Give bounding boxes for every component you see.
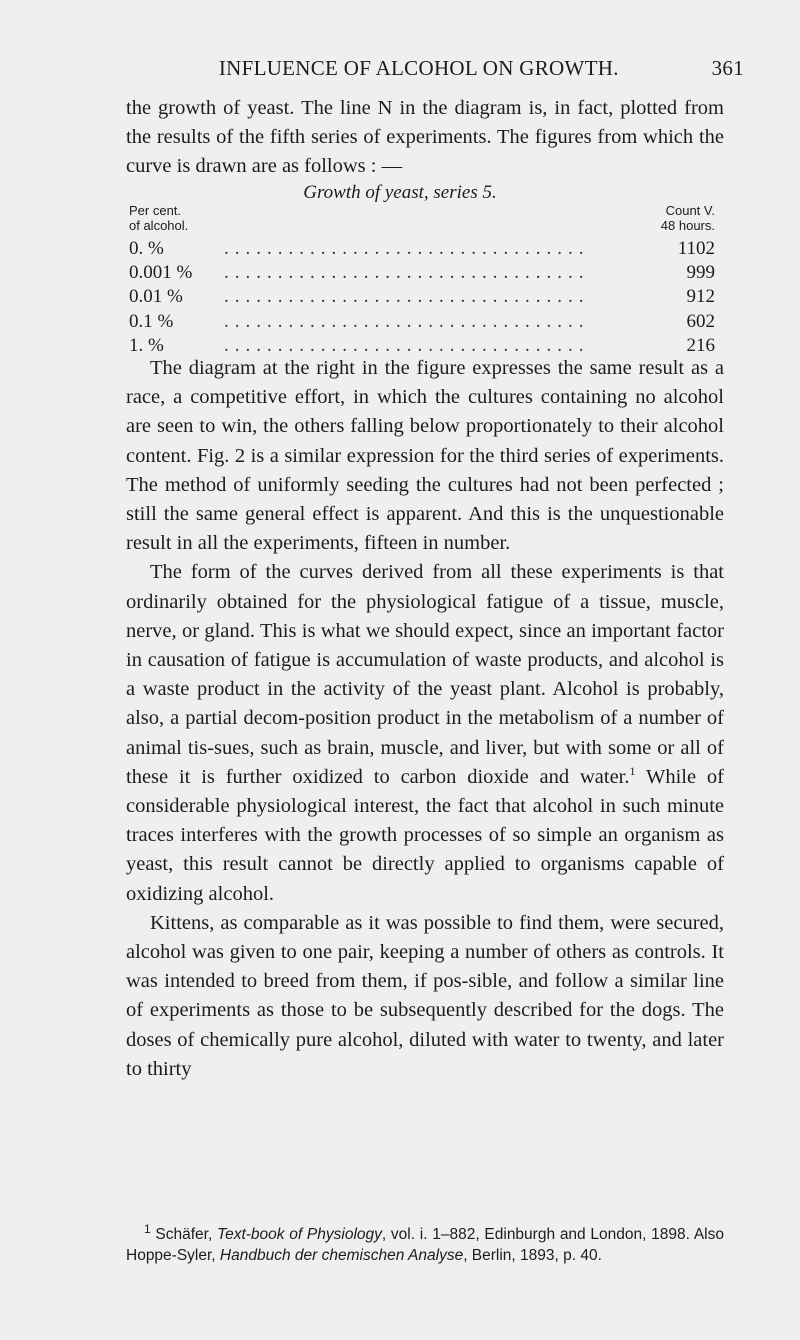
paragraph-fatigue: The form of the curves derived from all these experiments is that ordinarily obtained for the physiological fatigue of a tissue, muscle, nerve, or gland. This is what we should expect, since an important factor in causation of fatigue is accumulation of waste products, and alcohol is a waste product in the activity of the yeast plant. Alcohol is probably, also, a partial decom-position product in the metabolism of a number of animal tis-sues, such as brain, muscle, and liver, but with some or all of these it is further oxidized to carbon dioxide and water.$^1$ While of considerable physiological interest, the fact that alcohol in such minute traces interferes with the growth processes of so simple an organism as yeast, this result cannot be directly applied to organisms capable of oxidizing alcohol. bbox=[126, 561, 724, 905]
footnote: $^1$ Schäfer, Text-book of Physiology, vol. i. 1–882, Edinburgh and London, 1898. Also Hoppe-Syler, Handbuch der chemischen Analyse, Berlin, 1893, p. 40. bbox=[126, 1221, 724, 1264]
yeast-growth-table bbox=[129, 238, 715, 359]
page-number: 361 bbox=[711, 56, 744, 80]
work-title: Text-book of Physiology bbox=[217, 1226, 382, 1243]
footnote-mark: 1 bbox=[144, 1221, 151, 1236]
intro-text bbox=[126, 94, 724, 182]
footnote-reference: 1 bbox=[629, 764, 636, 779]
count-cell: 602 bbox=[686, 310, 715, 332]
percent-cell: 0.01 % bbox=[129, 286, 183, 308]
intro-paragraph: the growth of yeast. The line N in the diagram is, in fact, plotted from the results of the fifth series of experiments. The figures from which the curve is drawn are as follows : — bbox=[126, 97, 724, 178]
leader-dots: .................................. bbox=[224, 334, 590, 356]
percent-cell: 0.001 % bbox=[129, 262, 193, 284]
work-title: Handbuch der chemischen Analyse bbox=[219, 1247, 464, 1264]
body-text bbox=[126, 354, 724, 1084]
running-title: INFLUENCE OF ALCOHOL ON GROWTH. bbox=[218, 56, 619, 80]
count-cell: 999 bbox=[686, 262, 715, 284]
leader-dots: .................................. bbox=[224, 238, 590, 259]
paragraph-kittens: Kittens, as comparable as it was possible to find them, were secured, alcohol was given to one pair, keeping a number of others as controls. It was intended to breed from them, if pos-sible, and follow a similar line of experiments as those to be subsequently described for the dogs. The doses of chemically pure alcohol, diluted with water to twenty, and later to thirty bbox=[126, 911, 724, 1080]
column-header-count: Count V. 48 hours. bbox=[660, 203, 715, 233]
table-row bbox=[129, 311, 715, 335]
column-header-percent: Per cent. of alcohol. bbox=[129, 203, 189, 233]
leader-dots: .................................. bbox=[224, 262, 590, 284]
count-cell: 216 bbox=[686, 334, 715, 356]
table-row bbox=[129, 262, 715, 286]
count-cell: 1102 bbox=[677, 238, 715, 259]
percent-cell: 1. % bbox=[129, 334, 164, 356]
leader-dots: .................................. bbox=[224, 310, 590, 332]
table-row bbox=[129, 238, 715, 262]
count-cell: 912 bbox=[686, 286, 715, 308]
running-header bbox=[126, 56, 744, 81]
percent-cell: 0. % bbox=[129, 238, 164, 259]
table-caption: Growth of yeast, series 5. bbox=[303, 182, 497, 203]
percent-cell: 0.1 % bbox=[129, 310, 174, 332]
leader-dots: .................................. bbox=[224, 286, 590, 308]
table-row bbox=[129, 286, 715, 310]
paragraph-race: The diagram at the right in the figure expresses the same result as a race, a competitive effort, in which the cultures containing no alcohol are seen to win, the others falling below proportionately to their alcohol content. Fig. 2 is a similar expression for the third series of experiments. The method of uniformly seeding the cultures had not been perfected ; still the same general effect is apparent. And this is the unquestionable result in all the experiments, fifteen in number. bbox=[126, 357, 724, 555]
